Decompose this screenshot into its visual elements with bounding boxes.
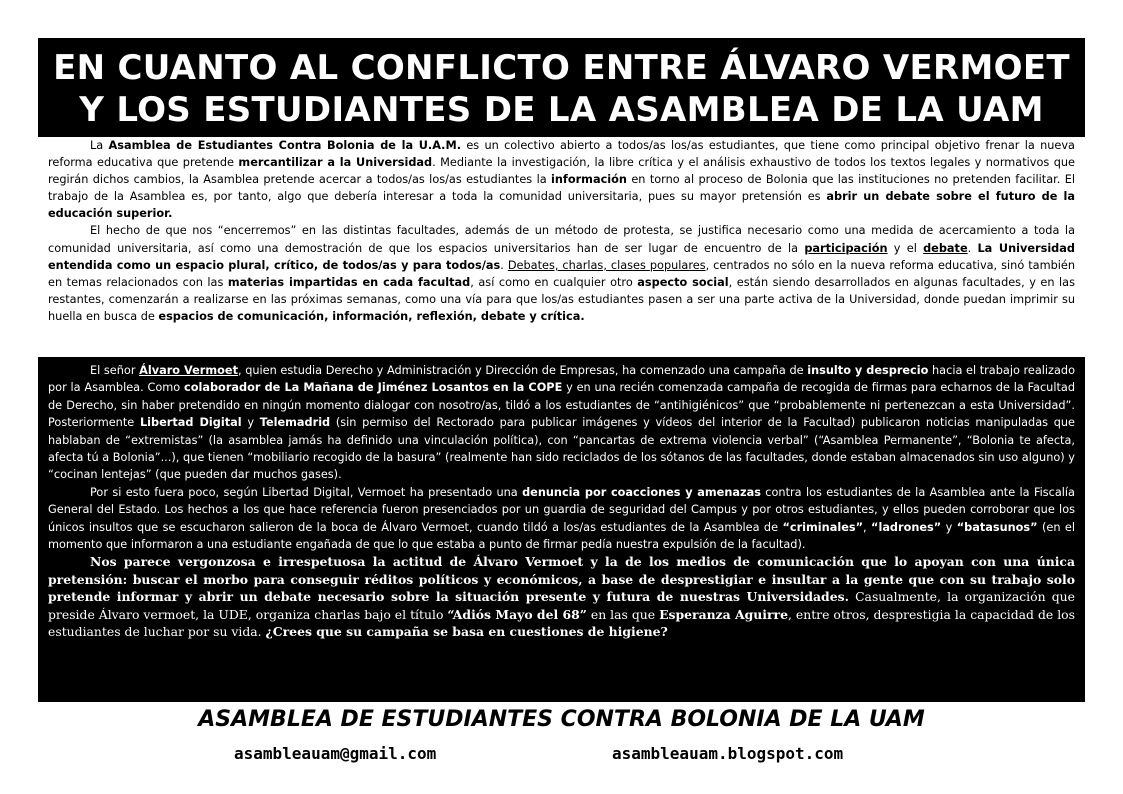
title-banner	[38, 38, 1085, 137]
text-run: “criminales”	[782, 520, 864, 534]
text-run: denuncia por coacciones y amenazas	[522, 485, 761, 499]
text-run: Debates, charlas, clases populares	[507, 258, 706, 272]
text-run: en las que	[586, 606, 660, 622]
footer-organization: ASAMBLEA DE ESTUDIANTES CONTRA BOLONIA DE LA UAM	[198, 707, 925, 732]
text-run: en torno al proceso de Bolonia que las instituciones no pretenden facilitar. El trabajo de la Asamblea es, por tanto, algo que debería interesar a toda la comunidad universitaria, pues su mayor pretensión es	[48, 173, 1075, 204]
text-run: La Universidad entendida como un espacio plural, crítico, de todos/as y para todos/as	[48, 241, 1075, 272]
text-run: .	[967, 241, 978, 255]
statement-paragraph-2	[48, 484, 1075, 554]
text-run: Casualmente, la organización que preside Álvaro vermoet, la UDE, organiza charlas bajo el título	[48, 589, 1075, 622]
text-run: Telemadrid	[259, 416, 331, 430]
text-run: materias impartidas en cada facultad	[227, 275, 471, 289]
text-run: y	[941, 520, 957, 534]
intro-paragraph-1	[48, 137, 1075, 222]
text-run: Nos parece vergonzosa e irrespetuosa la actitud de Álvaro Vermoet y la de los medios de comunicación que lo apoyan con una única pretensión: buscar el morbo para conseguir réditos políticos y económicos, a base de desprestigiar e insultar a la gente que con su trabajo solo pretende informar y abrir un debate necesario sobre la situación presente y futura de nuestras Universidades.	[48, 554, 1075, 605]
text-run: participación	[804, 241, 888, 255]
text-run: , entre otros, desprestigia la capacidad de los estudiantes de luchar por su vida.	[48, 606, 1075, 640]
text-run: mercantilizar a la Universidad	[238, 156, 433, 170]
text-run: Esperanza Aguirre	[659, 606, 788, 622]
footer-email: asambleauam@gmail.com	[234, 744, 437, 763]
text-run: contra los estudiantes de la Asamblea ante la Fiscalía General del Estado. Los hechos a los que hace referencia fueron presenciados por un guardia de seguridad del Campus y por otros estudiantes, y ellos pueden corroborar que los únicos insultos que se escucharon salieron de la boca de Álvaro Vermoet, cuando tildó a los/as estudiantes de la Asamblea de	[48, 485, 1075, 534]
text-run: “Adiós Mayo del 68”	[447, 606, 587, 622]
text-run: . Mediante la investigación, la libre crítica y el análisis exhaustivo de todos los textos legales y normativos que regirán dichos cambios, la Asamblea pretende acercar a todos/as los/as estudiantes la	[48, 156, 1075, 187]
statement-paragraph-3	[48, 553, 1075, 640]
text-run: , así como en cualquier otro	[470, 275, 638, 289]
text-run: (en el momento que informaron a una estudiante engañada de que lo que estaba a punto de firmar pedía nuestra expulsión de la facultad).	[48, 520, 1075, 552]
footer-blog: asambleauam.blogspot.com	[612, 744, 844, 763]
text-run: “batasunos”	[956, 520, 1038, 534]
text-run: es un colectivo abierto a todos/as los/as estudiantes, que tiene como principal objetivo frenar la nueva reforma educativa que pretende	[48, 139, 1075, 170]
text-run: Por si esto fuera poco, según Libertad Digital, Vermoet ha presentado una	[90, 485, 523, 499]
text-run: El señor	[90, 364, 140, 377]
intro-section	[48, 137, 1075, 325]
text-run: espacios de comunicación, información, reflexión, debate y crítica.	[158, 309, 585, 323]
title-line-2: Y LOS ESTUDIANTES DE LA ASAMBLEA DE LA UAM	[79, 90, 1044, 130]
text-run: , están siendo desarrollados en algunas facultades, y en las restantes, comenzarán a realizarse en las próximas semanas, como una vía para que los/as estudiantes pasen a ser una parte activa de la Universidad, donde puedan imprimir su huella en busca de	[48, 275, 1075, 323]
text-run: La	[90, 139, 109, 152]
statement-box	[38, 357, 1085, 702]
text-run: Álvaro Vermoet	[139, 364, 238, 377]
text-run: aspecto social	[637, 275, 729, 289]
text-run: , quien estudia Derecho y Administración y Dirección de Empresas, ha comenzado una campaña de	[237, 364, 808, 377]
text-run: ¿Crees que su campaña se basa en cuestiones de higiene?	[265, 624, 668, 640]
text-run: y el	[887, 241, 924, 255]
text-run: y	[241, 416, 260, 430]
text-run: El hecho de que nos “encerremos” en las distintas facultades, además de un método de protesta, se justifica necesario como una medida de acercamiento a toda la comunidad universitaria, así como una demostración de que los espacios universitarios han de ser lugar de encuentro de la	[48, 224, 1075, 255]
text-run: debate	[923, 241, 968, 255]
text-run: y en una recién comenzada campaña de recogida de firmas para echarnos de la Facultad de Derecho, sin haber pretendido en ningún momento dialogar con nosotro/as, tildó a los estudiantes de “antihigiénicos” que “probablemente ni pertenezcan a esta Universidad”. Posteriormente	[48, 381, 1075, 430]
title-line-1: EN CUANTO AL CONFLICTO ENTRE ÁLVARO VERMOET	[53, 48, 1070, 88]
text-run: ,	[863, 520, 872, 534]
text-run: Asamblea de Estudiantes Contra Bolonia de la U.A.M.	[108, 139, 461, 152]
text-run: hacia el trabajo realizado por la Asamblea. Como	[48, 364, 1075, 395]
text-run: .	[500, 258, 508, 272]
text-run: “ladrones”	[871, 520, 942, 534]
intro-paragraph-2	[48, 222, 1075, 325]
text-run: colaborador de La Mañana de Jiménez Losantos en la COPE	[184, 381, 563, 395]
statement-text	[48, 362, 1075, 641]
statement-paragraph-1	[48, 362, 1075, 484]
text-run: abrir un debate sobre el futuro de la educación superior.	[48, 190, 1075, 221]
text-run: insulto y desprecio	[807, 364, 929, 377]
text-run: , centrados no sólo en la nueva reforma educativa, sinó también en temas relacionados con las	[48, 258, 1075, 289]
text-run: (sin permiso del Rectorado para publicar imágenes y vídeos del interior de la Facultad) publicaron noticias manipuladas que hablaban de “extremistas” (la asamblea jamás ha definido una vinculación política), con “pancartas de extrema violencia verbal” (“Asamblea Permanente”, “Bolonia te afecta, afecta tú a Bolonia”...), que tienen “mobiliario recogido de la basura” (realmente han sido reciclados de los sótanos de las facultades, donde estaban almacenados sin uso alguno) y “cocinan lentejas” (que pueden dar muchos gases).	[48, 416, 1076, 482]
text-run: Libertad Digital	[139, 416, 242, 430]
text-run: información	[551, 173, 627, 187]
